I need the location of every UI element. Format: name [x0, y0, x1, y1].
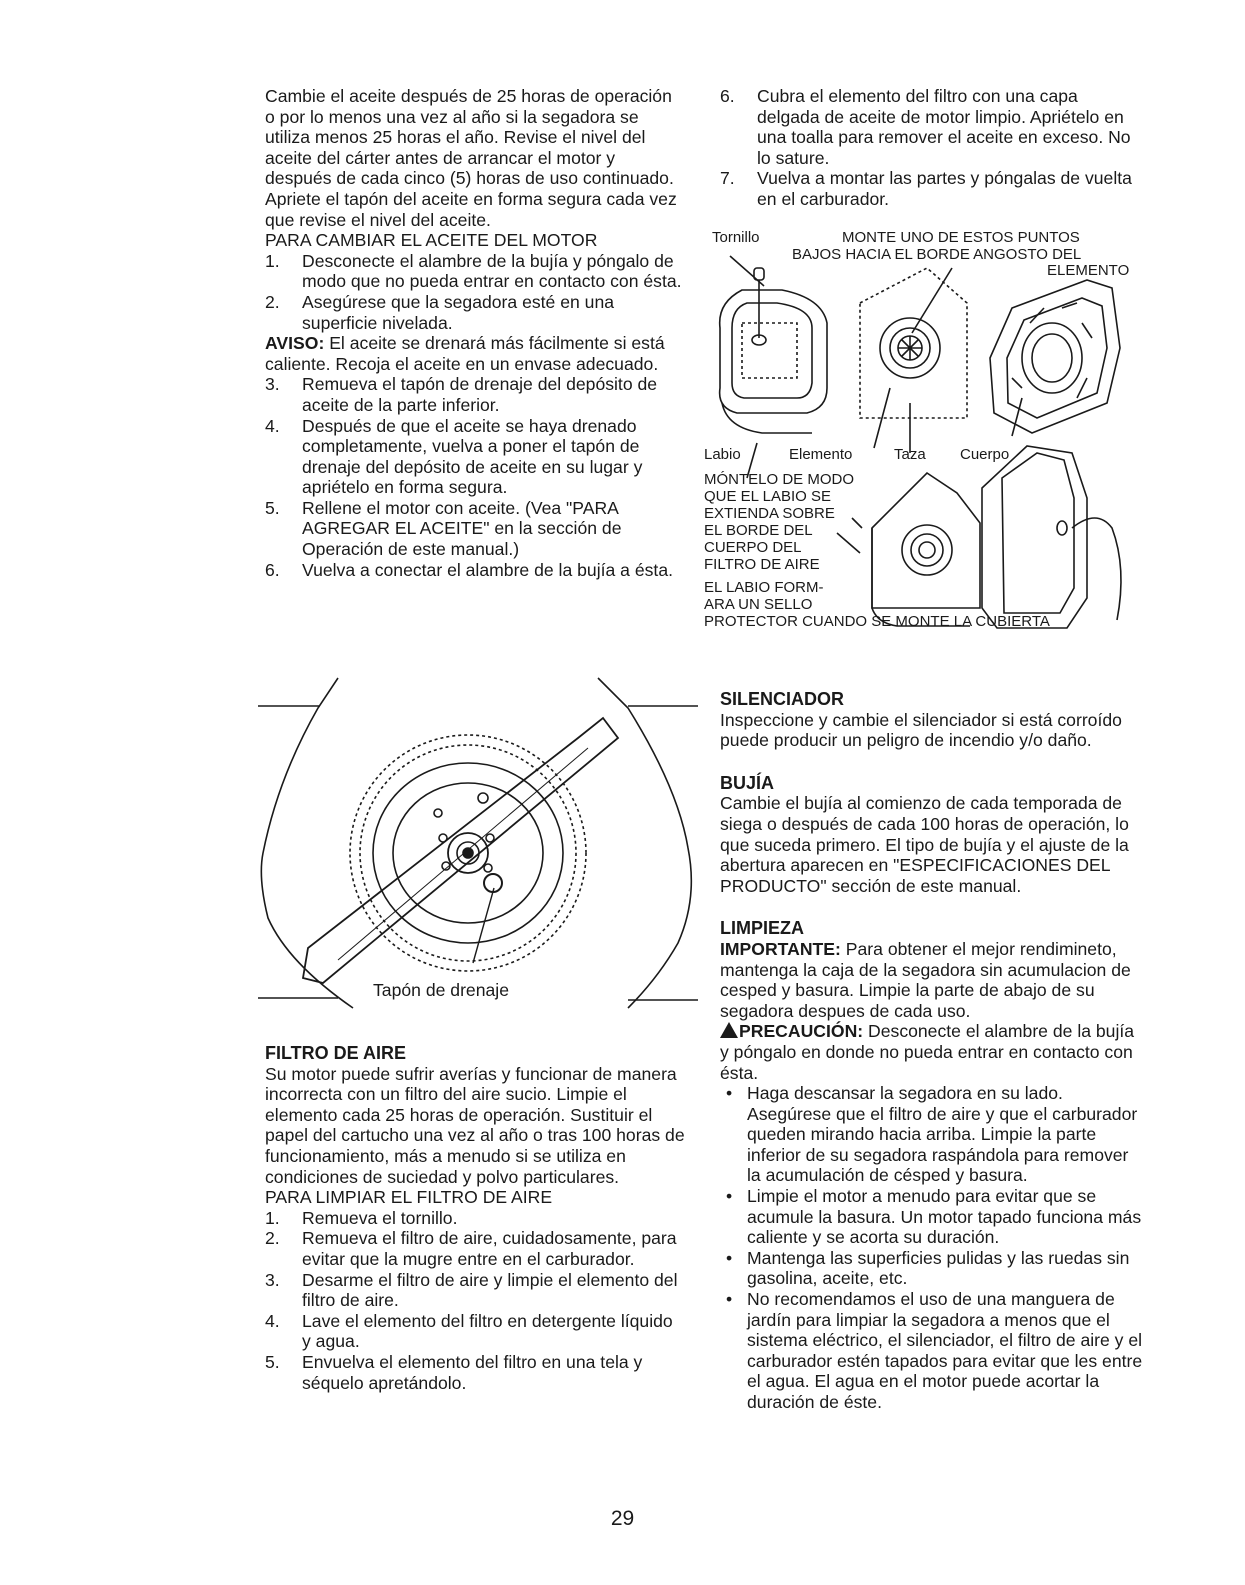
important-label: IMPORTANTE:: [720, 938, 841, 959]
aviso-note: AVISO: El aceite se drenará más fácilmente si está caliente. Recoja el aceite en un envase adecuado.: [265, 333, 665, 374]
list-item: 5. Envuelva el elemento del filtro en una tela y séquelo apretándolo.: [265, 1351, 643, 1393]
fig-label-montelo-3: EXTIENDA SOBRE: [704, 505, 835, 522]
right-column: [720, 86, 1145, 210]
aviso-label: AVISO:: [265, 333, 325, 354]
clean-filter-title: PARA LIMPIAR EL FILTRO DE AIRE: [265, 1187, 553, 1208]
air-filter-text: Su motor puede sufrir averías y funcionar de manera incorrecta con un filtro del aire sucio. Limpie el elemento cada 25 horas de operación. Sustituir el papel del cartucho una vez al año o tras 100 horas de funcionamiento, más a menudo si se utiliza en condiciones de suciedad y polvo particulares.: [265, 1063, 685, 1187]
list-item: • Limpie el motor a menudo para evitar que se acumule la basura. Un motor tapado funciona más caliente y se acorta su duración.: [726, 1186, 1142, 1248]
list-item: • No recomendamos el uso de una manguera de jardín para limpiar la segadora a menos que el sistema eléctrico, el silenciador, el filtro de aire y el carburador estén tapados para evitar que les entre el agua. El agua en el motor puede acortar la duración de éste.: [726, 1289, 1143, 1412]
drain-plug-label: Tapón de drenaje: [373, 980, 509, 1000]
list-item: 6. Cubra el elemento del filtro con una capa delgada de aceite de motor limpio. Apriételo en una toalla para remover el aceite en exceso. No lo sature.: [720, 86, 1131, 168]
list-item: 3. Remueva el tapón de drenaje del depósito de aceite de la parte inferior.: [265, 374, 658, 415]
list-item: 2. Remueva el filtro de aire, cuidadosamente, para evitar que la mugre entre en el carburador.: [265, 1228, 677, 1269]
cleaning-bullets: [720, 1083, 1145, 1413]
change-oil-steps-b: [265, 374, 685, 580]
fig-label-taza: Taza: [894, 446, 926, 463]
filter-steps-continued: [720, 86, 1145, 210]
fig-label-tornillo: Tornillo: [712, 229, 760, 246]
important-note: IMPORTANTE: Para obtener el mejor rendimineto, mantenga la caja de la segadora sin acumulacion de cesped y basura. Limpie la parte de abajo de su segadora despues de cada uso.: [720, 938, 1131, 1021]
fig-label-montelo-2: QUE EL LABIO SE: [704, 488, 831, 505]
clean-filter-steps: [265, 1208, 685, 1393]
oil-change-intro: Cambie el aceite después de 25 horas de operación o por lo menos una vez al año si la segadora se utiliza menos 25 horas el año. Revise el nivel del aceite del cárter antes de arrancar el motor y después de cada cinco (5) horas de uso continuado. Apriete el tapón del aceite en forma segura cada vez que revise el nivel del aceite.: [265, 86, 677, 230]
air-filter-illustration: [704, 228, 1152, 660]
warning-triangle-icon: [720, 1022, 738, 1038]
fig-label-monte-3: ELEMENTO: [1047, 262, 1130, 279]
fig-label-labio: Labio: [704, 446, 741, 463]
fig-label-cuerpo: Cuerpo: [960, 446, 1010, 463]
fig-label-montelo-6: FILTRO DE AIRE: [704, 556, 820, 573]
fig-label-monte-2: BAJOS HACIA EL BORDE ANGOSTO DEL: [792, 246, 1082, 263]
caution-label: PRECAUCIÓN:: [739, 1021, 864, 1042]
list-item: • Mantenga las superficies pulidas y las ruedas sin gasolina, aceite, etc.: [726, 1247, 1130, 1289]
spark-plug-title: BUJÍA: [720, 772, 775, 793]
cleaning-title: LIMPIEZA: [720, 918, 804, 939]
page-number: 29: [610, 1507, 635, 1530]
list-item: 2. Asegúrese que la segadora esté en una superficie nivelada.: [265, 291, 615, 333]
list-item: 4. Lave el elemento del filtro en detergente líquido y agua.: [265, 1310, 673, 1352]
muffler-text: Inspeccione y cambie el silenciador si está corroído puede producir un peligro de incendio y/o daño.: [720, 709, 1122, 751]
fig-label-form-1: EL LABIO FORM-: [704, 579, 824, 596]
list-item: • Haga descansar la segadora en su lado. Asegúrese que el filtro de aire y que el carburador queden mirando hacia arriba. Limpie la parte inferior de su segadora raspándola para remover la acumulación de césped y basura.: [726, 1083, 1138, 1186]
list-item: 1. Remueva el tornillo.: [265, 1207, 458, 1228]
left-column-lower: [265, 1043, 685, 1393]
fig-label-elemento: Elemento: [789, 446, 853, 463]
caution-note: PRECAUCIÓN: Desconecte el alambre de la bujía y póngalo en donde no pueda entrar en contacto con ésta.: [720, 1021, 1135, 1083]
muffler-title: SILENCIADOR: [720, 689, 845, 709]
left-column: [265, 86, 685, 580]
change-oil-steps-a: [265, 251, 685, 333]
fig-label-montelo-1: MÓNTELO DE MODO: [704, 471, 855, 488]
spark-plug-text: Cambie el bujía al comienzo de cada temporada de siega o después de cada 100 horas de operación, lo que suceda primero. El tipo de bujía y el ajuste de la abertura aparecen en "ESPECIFICACIONES DEL PRODUCTO" sección de este manual.: [720, 793, 1129, 896]
change-oil-title: PARA CAMBIAR EL ACEITE DEL MOTOR: [265, 230, 598, 251]
list-item: 3. Desarme el filtro de aire y limpie el elemento del filtro de aire.: [265, 1269, 678, 1311]
right-column-lower: [720, 689, 1145, 1413]
list-item: 5. Rellene el motor con aceite. (Vea "PARA AGREGAR EL ACEITE" en la sección de Operación de este manual.): [265, 497, 622, 560]
drain-plug-illustration: [258, 678, 698, 1023]
air-filter-title: FILTRO DE AIRE: [265, 1043, 406, 1063]
list-item: 6. Vuelva a conectar el alambre de la bujía a ésta.: [265, 559, 673, 580]
fig-label-monte-1: MONTE UNO DE ESTOS PUNTOS: [842, 229, 1080, 246]
list-item: 4. Después de que el aceite se haya drenado completamente, vuelva a poner el tapón de drenaje del depósito de aceite en su lugar y apriételo en forma segura.: [265, 415, 643, 498]
fig-label-protector: PROTECTOR CUANDO SE MONTE LA CUBIERTA: [704, 613, 1050, 630]
fig-label-montelo-4: EL BORDE DEL: [704, 522, 813, 539]
list-item: 7. Vuelva a montar las partes y póngalas de vuelta en el carburador.: [720, 168, 1132, 209]
fig-label-montelo-5: CUERPO DEL: [704, 539, 802, 556]
list-item: 1. Desconecte el alambre de la bujía y póngalo de modo que no pueda entrar en contacto con ésta.: [265, 250, 682, 292]
fig-label-form-2: ARA UN SELLO: [704, 596, 813, 613]
